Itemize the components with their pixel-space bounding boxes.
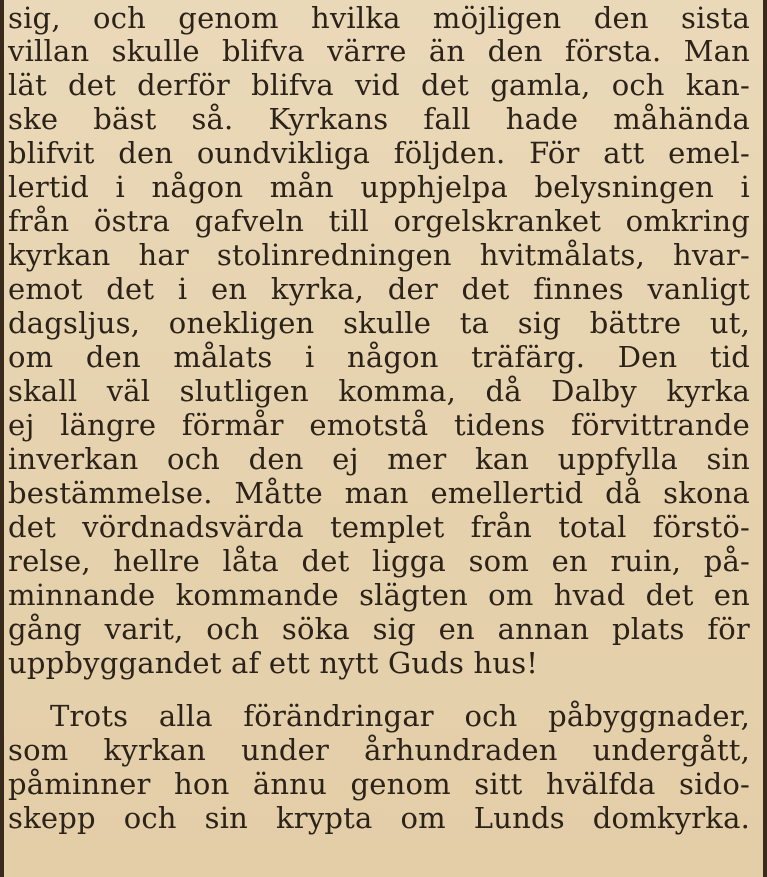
text-line-8: kyrkan har stolinredningen hvitmålats, hvar-	[8, 238, 750, 272]
paragraph-2-line-4: skepp och sin krypta om Lunds domkyrka.	[8, 801, 750, 835]
column-rule-left	[0, 0, 4, 877]
text-line-14: inverkan och den ej mer kan uppfylla sin	[8, 442, 750, 476]
paragraph-2-line-2: som kyrkan under århundraden undergått,	[8, 733, 750, 767]
text-line-15: bestämmelse. Måtte man emellertid då skona	[8, 476, 750, 510]
text-line-19: gång varit, och söka sig en annan plats för	[8, 612, 750, 646]
paragraph-2-line-3: påminner hon ännu genom sitt hvälfda sido-	[8, 767, 750, 801]
text-line-3: lät det derför blifva vid det gamla, och kan-	[8, 68, 750, 102]
paragraph-2-line-1: Trots alla förändringar och påbyggnader,	[50, 699, 750, 733]
text-line-17: relse, hellre låta det ligga som en ruin, på-	[8, 544, 750, 578]
text-line-18: minnande kommande slägten om hvad det en	[8, 578, 750, 612]
column-rule-right	[763, 0, 767, 877]
text-line-11: om den målats i någon träfärg. Den tid	[8, 340, 750, 374]
text-line-2: villan skulle blifva värre än den första. Man	[8, 34, 750, 68]
text-line-13: ej längre förmår emotstå tidens förvittrande	[8, 408, 750, 442]
text-line-5: blifvit den oundvikliga följden. För att emel-	[8, 136, 750, 170]
text-line-7: från östra gafveln till orgelskranket omkring	[8, 204, 750, 238]
text-line-10: dagsljus, onekligen skulle ta sig bättre ut,	[8, 306, 750, 340]
text-line-4: ske bäst så. Kyrkans fall hade måhända	[8, 102, 750, 136]
text-line-16: det vördnadsvärda templet från total förstö-	[8, 510, 750, 544]
text-line-20: uppbyggandet af ett nytt Guds hus!	[8, 646, 539, 680]
text-line-6: lertid i någon mån upphjelpa belysningen i	[8, 170, 750, 204]
text-line-12: skall väl slutligen komma, då Dalby kyrka	[8, 374, 750, 408]
text-line-1: sig, och genom hvilka möjligen den sista	[8, 1, 750, 35]
text-line-9: emot det i en kyrka, der det finnes vanligt	[8, 272, 750, 306]
